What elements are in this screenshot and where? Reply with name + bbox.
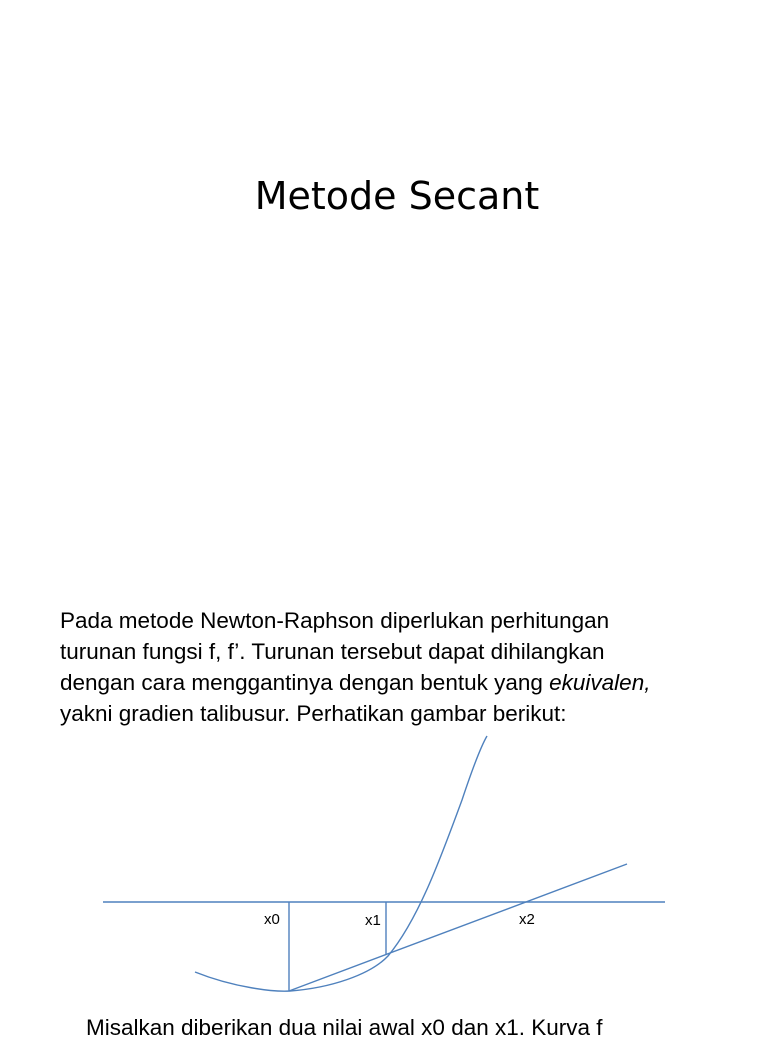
function-curve [195, 736, 487, 991]
paragraph-line-4: yakni gradien talibusur. Perhatikan gambar berikut: [60, 701, 567, 726]
x1-label: x1 [365, 912, 381, 929]
paragraph-line-2: turunan fungsi f, f’. Turunan tersebut dapat dihilangkan [60, 639, 605, 664]
paragraph-line-1: Pada metode Newton-Raphson diperlukan perhitungan [60, 608, 610, 633]
slide-title: Metode Secant [254, 174, 540, 218]
cutoff-text-line: Misalkan diberikan dua nilai awal x0 dan x1. Kurva f [86, 1015, 603, 1040]
body-paragraph [60, 605, 760, 729]
x0-label: x0 [264, 911, 280, 928]
x2-label: x2 [519, 911, 535, 928]
emphasis-ekuivalen: ekuivalen, [549, 670, 651, 695]
paragraph-line-3-text: dengan cara menggantinya dengan bentuk yang [60, 670, 550, 695]
paragraph-line-3 [60, 667, 760, 698]
secant-diagram [0, 720, 768, 1024]
secant-line [289, 864, 627, 991]
